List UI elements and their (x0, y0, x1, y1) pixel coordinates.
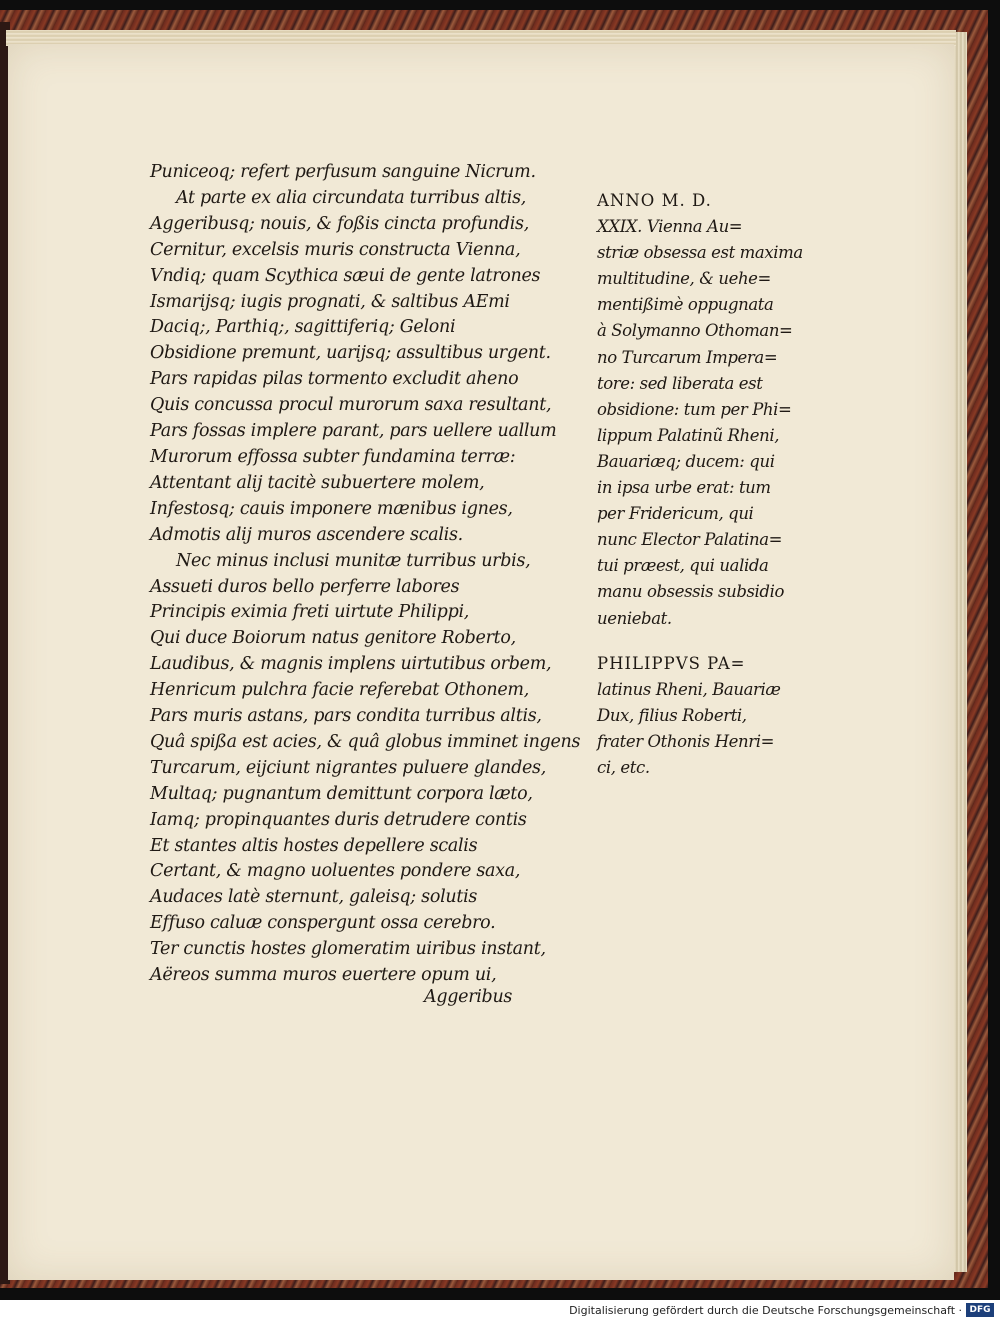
verse-line: Effuso caluæ conspergunt ossa cerebro. (150, 913, 496, 934)
funding-credit: Digitalisierung gefördert durch die Deutsche Forschungsgemeinschaft · (569, 1304, 962, 1317)
note-line: multitudine, & uehe= (597, 269, 771, 289)
note-line: PHILIPPVS PA= (597, 654, 746, 673)
note-line: obsidione: tum per Phi= (597, 399, 792, 419)
verse-line: Obsidione premunt, uarijsq; assultibus urgent. (150, 343, 551, 364)
note-line: nunc Elector Palatina= (597, 530, 783, 550)
verse-column (150, 160, 581, 989)
marginal-note-vienna (597, 188, 817, 632)
dfg-logo-icon: DFG (966, 1303, 994, 1317)
note-line: tore: sed liberata est (597, 373, 763, 393)
verse-line: Audaces latè sternunt, galeisq; solutis (150, 887, 478, 908)
verse-line: Ter cunctis hostes glomeratim uiribus instant, (150, 939, 546, 960)
verse-line: Infestosq; cauis imponere mænibus ignes, (150, 498, 513, 519)
marginal-note-philippus (597, 651, 817, 781)
verse-line: Henricum pulchra facie referebat Othonem, (150, 680, 529, 701)
verse-line: Pars rapidas pilas tormento excludit aheno (150, 369, 519, 390)
verse-line: Quis concussa procul murorum saxa resultant, (150, 395, 552, 416)
verse-line: Vndiq; quam Scythica sæui de gente latrones (150, 265, 541, 286)
note-line: no Turcarum Impera= (597, 347, 778, 367)
verse-line: Ismarijsq; iugis prognati, & saltibus AEmi (150, 291, 510, 312)
verse-line: Daciq;, Parthiq;, sagittiferiq; Geloni (150, 317, 456, 338)
note-line: lippum Palatinũ Rheni, (597, 425, 780, 445)
note-line: XXIX. Vienna Au= (597, 217, 743, 237)
verse-line: Qui duce Boiorum natus genitore Roberto, (150, 628, 516, 649)
verse-line: Cernitur, excelsis muris constructa Vienna, (150, 239, 521, 260)
catchword: Aggeribus (424, 987, 513, 1007)
note-line: ci, etc. (597, 758, 650, 778)
verse-line: Principis eximia freti uirtute Philippi, (150, 602, 470, 623)
note-line: mentißimè oppugnata (597, 295, 774, 315)
verse-line: Turcarum, eijciunt nigrantes puluere glandes, (150, 757, 546, 778)
verse-line: Nec minus inclusi munitæ turribus urbis, (176, 550, 531, 571)
verse-line: Pars fossas implere parant, pars uellere uallum (150, 421, 557, 442)
note-line: ueniebat. (597, 608, 672, 628)
verse-line: Attentant alij tacitè subuertere molem, (150, 472, 485, 493)
note-line: frater Othonis Henri= (597, 732, 775, 752)
verse-line: At parte ex alia circundata turribus altis, (176, 187, 527, 208)
note-line: Bauariæq; ducem: qui (597, 451, 775, 471)
verse-line: Certant, & magno uoluentes pondere saxa, (150, 861, 521, 882)
note-line: à Solymanno Othoman= (597, 321, 793, 341)
note-line: per Fridericum, qui (597, 504, 754, 524)
note-line: in ipsa urbe erat: tum (597, 478, 771, 498)
verse-line: Puniceoq; refert perfusum sanguine Nicrum. (150, 162, 536, 182)
note-line: Dux, filius Roberti, (597, 706, 747, 726)
note-line: ANNO M. D. (597, 191, 712, 210)
verse-line: Laudibus, & magnis implens uirtutibus orbem, (150, 654, 552, 675)
verse-line: Aggeribusq; nouis, & foßis cincta profundis, (150, 213, 530, 234)
note-line: tui præest, qui ualida (597, 556, 769, 576)
verse-line: Murorum effossa subter fundamina terræ: (150, 446, 516, 467)
note-line: manu obsessis subsidio (597, 582, 785, 602)
verse-line: Aëreos summa muros euertere opum ui, (150, 965, 497, 986)
verse-line: Iamq; propinquantes duris detrudere contis (150, 809, 527, 830)
verse-line: Multaq; pugnantum demittunt corpora læto, (150, 783, 533, 804)
verse-line: Admotis alij muros ascendere scalis. (150, 524, 463, 545)
verse-line: Quâ spißa est acies, & quâ globus imminet ingens (150, 731, 581, 752)
verse-line: Pars muris astans, pars condita turribus altis, (150, 706, 542, 727)
verse-line: Et stantes altis hostes depellere scalis (150, 835, 478, 856)
note-line: latinus Rheni, Bauariæ (597, 680, 781, 700)
note-line: striæ obsessa est maxima (597, 243, 803, 263)
verse-line: Assueti duros bello perferre labores (150, 576, 460, 597)
